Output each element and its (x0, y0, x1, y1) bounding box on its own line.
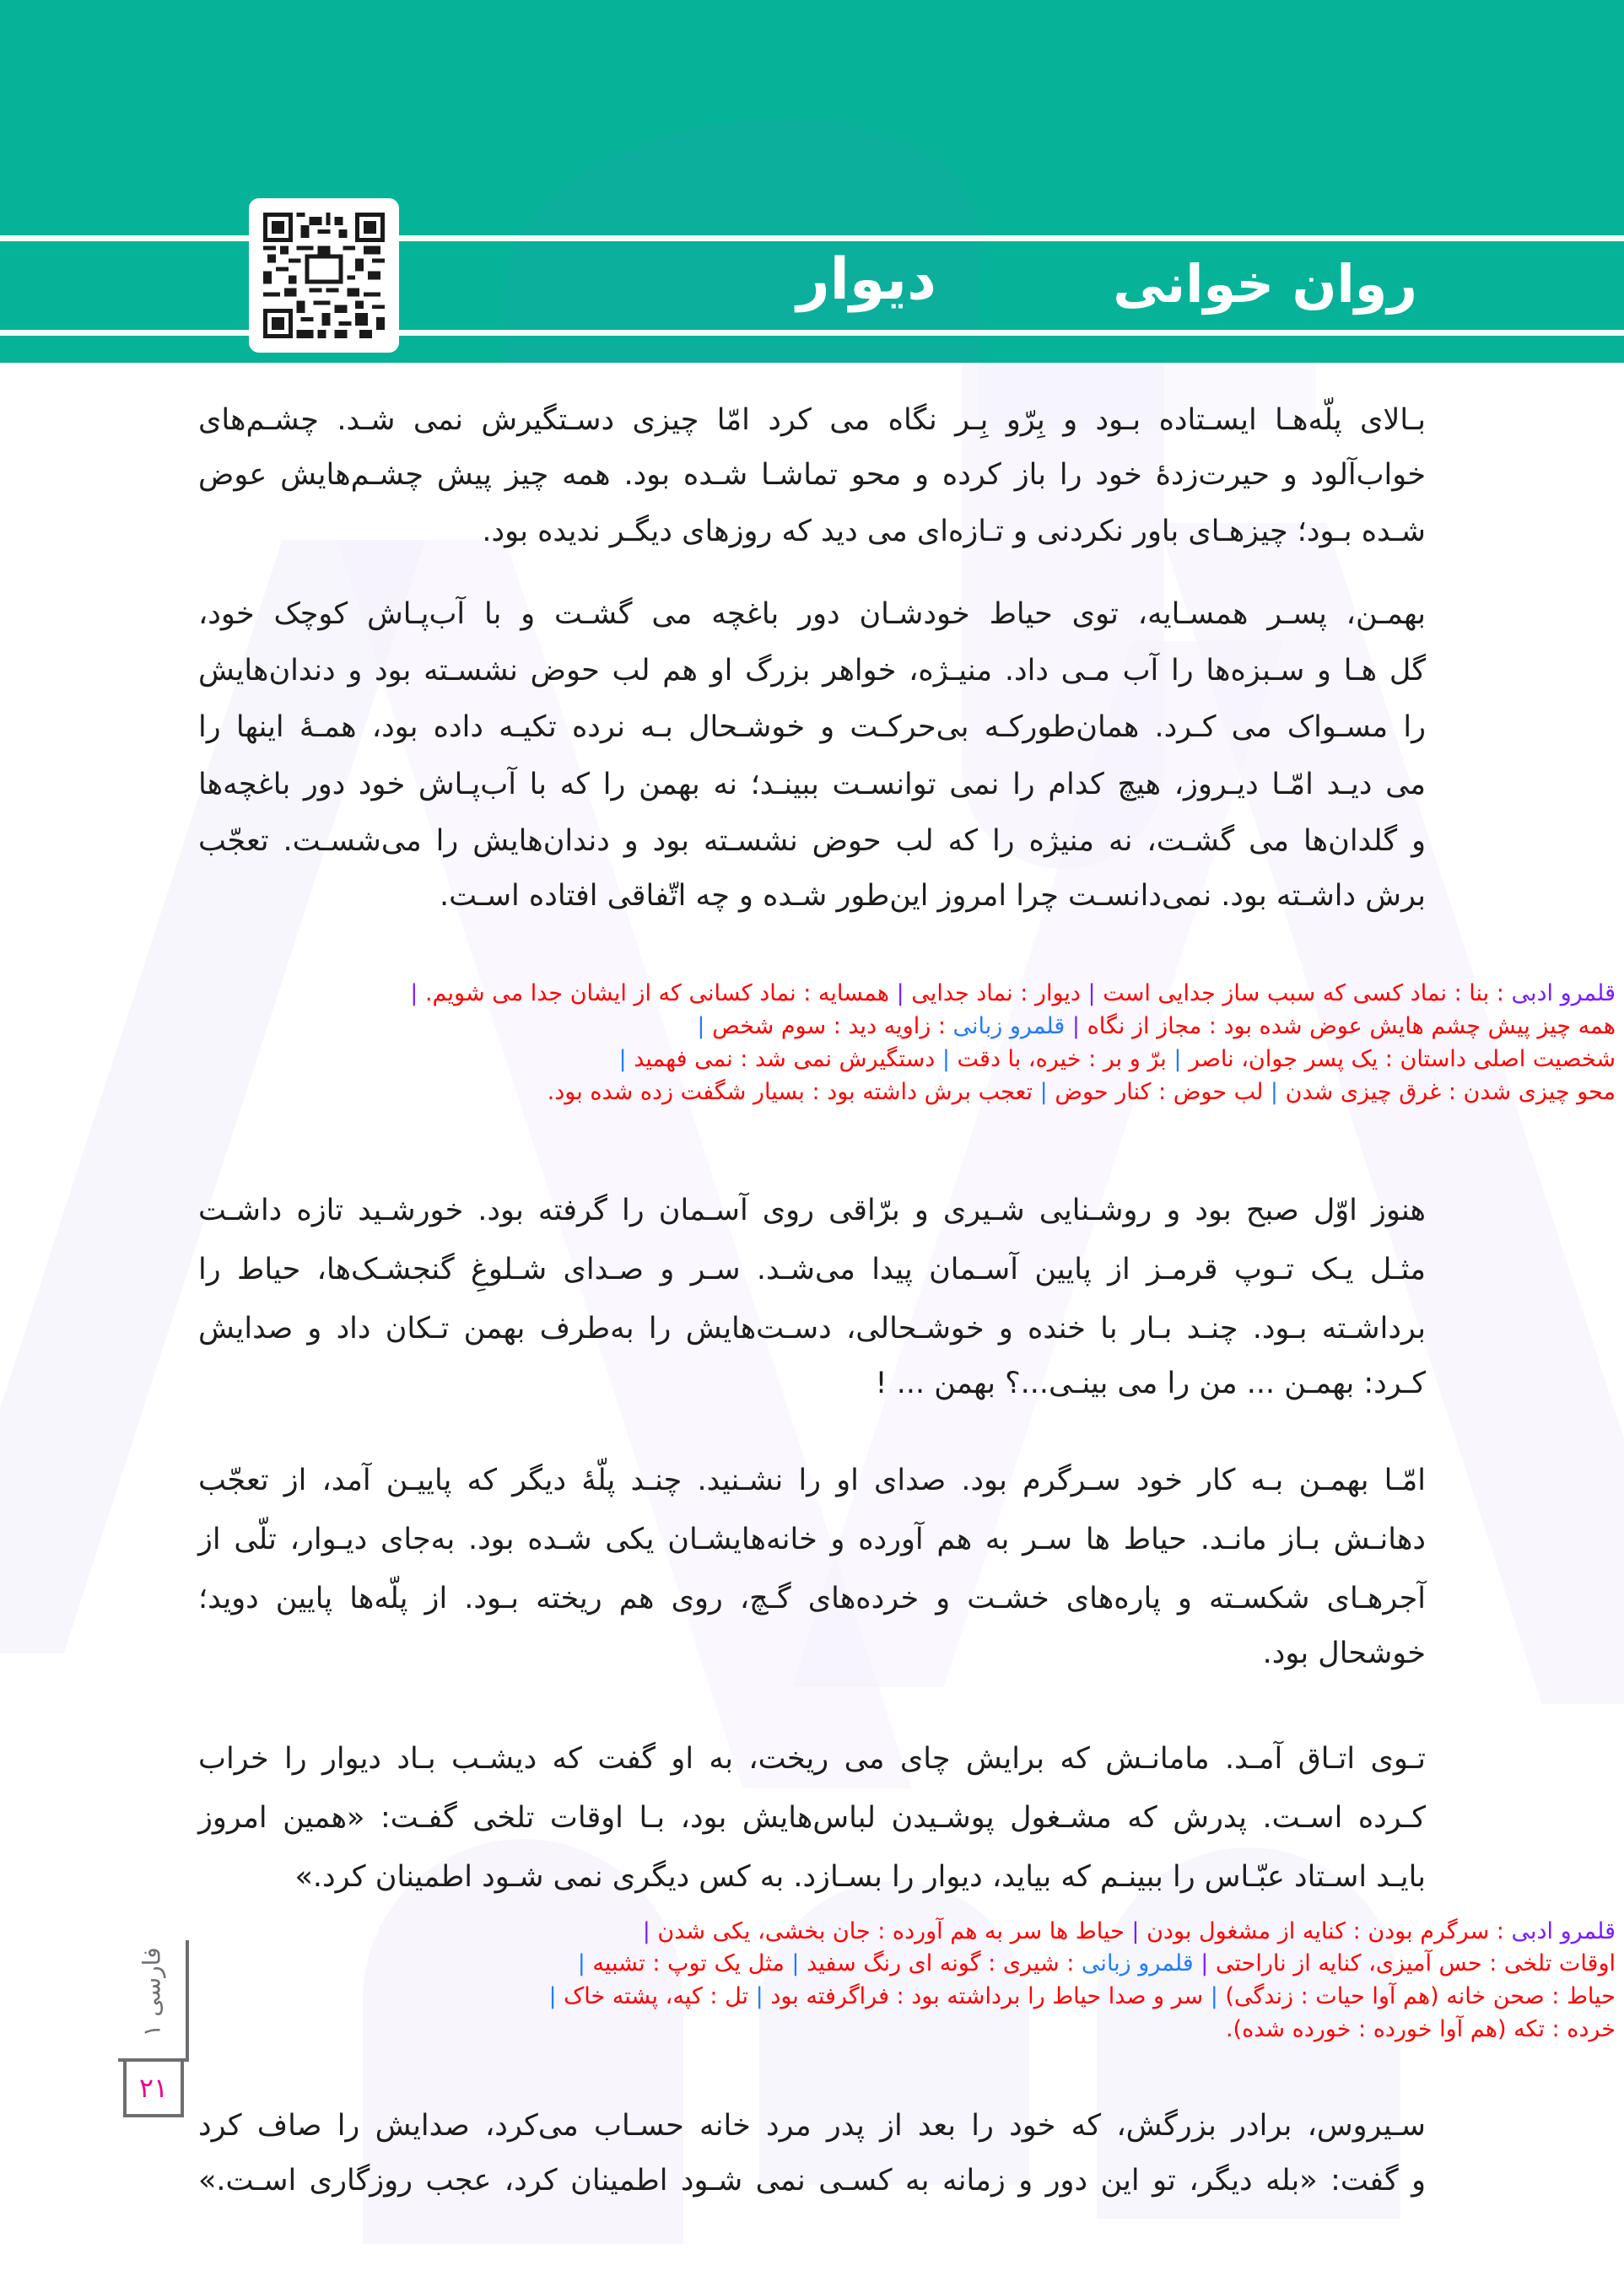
annotation-line (548, 1077, 1616, 1108)
body-text-line: می دیـد امّـا دیـروز، هیچ کدام را نمی توانسـت ببینـد؛ نه بهمن را که با آب‌پـاش خود دور باغچه‌ها (198, 768, 1426, 801)
annotation-separator: | (642, 1918, 650, 1944)
body-text-line: و گفت: «بله دیگر، تو این دور و زمانه به کسـی نمی شـود اطمینان کرد، عجب روزگاری اسـت.» (198, 2164, 1426, 2198)
annotation-text: همه چیز پیش چشم هایش عوض شده بود : مجاز از نگاه (1079, 1013, 1616, 1039)
body-text-line: دهانـش بـاز مانـد. حیاط ها سـر به هم آورده و خانه‌هایشـان یکی شـده بود. به‌جای دیـوار، تلّی از (198, 1523, 1426, 1556)
annotation-text: همسایه : نماد کسانی که از ایشان جدا می شویم. (418, 980, 897, 1006)
annotation-separator: | (791, 1950, 800, 1977)
book-label: فارسی ۱ (138, 1947, 166, 2037)
annotation-separator: | (577, 1950, 585, 1977)
annotation-line (697, 1011, 1616, 1042)
body-text-line: کـرده اسـت. پدرش که مشـغول پوشـیدن لباس‌هایش بود، بـا اوقات تلخی گفـت: «همین امروز (198, 1801, 1426, 1835)
header-divider (0, 330, 1624, 336)
annotation-line (643, 1917, 1616, 1947)
annotation-text: اوقات تلخی : حس آمیزی، کنایه از ناراحتی (1208, 1950, 1616, 1977)
body-text-line: برداشـته بـود. چنـد بـار با خنده و خوشـحالی، دسـت‌هایش را به‌طرف بهمن تـکان داد و صدایش (198, 1312, 1426, 1346)
body-text-line: مثـل یـک تـوپ قرمـز از پایین آسـمان پیدا می‌شـد. سـر و صـدای شـلوغِ گنجشـک‌ها، حیاط را (198, 1253, 1426, 1286)
annotation-line (578, 1949, 1616, 1979)
annotation-text: برّ و بر : خیره، با دقت (949, 1046, 1174, 1072)
annotation-line (548, 1982, 1616, 2012)
annotation-separator: | (1071, 1013, 1080, 1039)
section-title: روان خوانی (1113, 253, 1417, 315)
body-text-line: تـوی اتـاق آمـد. مامانـش که برایش چای می ریخت، به او گفت که دیشـب بـاد دیوار را خراب (198, 1742, 1426, 1776)
body-text-line: خواب‌آلود و حیرت‌زدهٔ خود را باز کرده و محو تماشـا شـده بود. همه چیز پیش چشـم‌هایش عوض (198, 458, 1426, 492)
annotation-text: : سرگرم بودن : کنایه از مشغول بودن (1139, 1918, 1512, 1944)
page-number: ۲۱ (123, 2058, 184, 2117)
annotation-separator: | (1270, 1079, 1279, 1105)
body-text-line: و گلدان‌ها می گشـت، نه منیژه را که لب حوض نشسـته بود و دندان‌هایش را می‌شسـت. تعجّب (198, 824, 1426, 858)
body-text-line: امّـا بهمـن بـه کار خود سـرگرم بود. صدای او را نشـنید. چنـد پلّهٔ دیگر که پاییـن آمد، از تعجّب (198, 1464, 1426, 1497)
body-text-line: سـیروس، برادر بزرگش، که خود را بعد از پدر مرد خانه حسـاب می‌کرد، صدایش را صاف کرد (198, 2109, 1426, 2143)
annotation-text: حیاط : صحن خانه (هم آوا حیات : زندگی) (1217, 1983, 1616, 2009)
annotation-text: شخصیت اصلی داستان : یک پسر جوان، ناصر (1181, 1046, 1616, 1072)
header-divider (0, 235, 1624, 241)
body-text-line: بـالای پلّه‌هـا ایسـتاده بـود و بِرّو بِـر نگاه می کرد امّا چیزی دسـتگیرش نمی شـد. چشـم‌های (198, 403, 1426, 437)
linguistic-domain-key: قلمرو زبانی (1081, 1950, 1194, 1977)
annotation-text: دیوار : نماد جدایی (904, 980, 1088, 1006)
linguistic-domain-key: قلمرو زبانی (952, 1013, 1066, 1039)
annotation-separator: | (1173, 1046, 1182, 1072)
annotation-line (619, 1044, 1616, 1075)
annotation-text: محو چیزی شدن : غرق چیزی شدن (1278, 1079, 1616, 1105)
annotation-text: حیاط ها سر به هم آورده : جان بخشی، یکی شدن (650, 1918, 1132, 1944)
annotation-separator: | (1131, 1918, 1140, 1944)
annotation-text: سر و صدا حیاط را برداشته بود : فراگرفته بود (763, 1983, 1211, 2009)
body-text-line: برش داشـته بود. نمی‌دانسـت چرا امروز این‌طور شـده و چه اتّفاقی افتاده اسـت. (439, 879, 1426, 913)
body-text-line: بهمـن، پسـر همسـایه، توی حیاط خودشـان دور باغچه می گشـت و با آب‌پـاش کوچک خود، (198, 597, 1426, 631)
annotation-text: خرده : تکه (هم آوا خورده : خورده شده). (1225, 2016, 1616, 2042)
annotation-separator: | (618, 1046, 627, 1072)
body-text-line: گل هـا و سـبزه‌ها را آب مـی داد. منیـژه، خواهر بزرگ او هم لب حوض نشسـته بود و دندان‌هایش (198, 654, 1426, 688)
annotation-text: تل : کپه، پشته خاک (556, 1983, 756, 2009)
annotation-separator: | (1087, 980, 1096, 1006)
annotation-separator: | (755, 1983, 763, 2009)
annotation-text: : شیری : گونه ای رنگ سفید (799, 1950, 1082, 1977)
annotation-text: تعجب برش داشته بود : بسیار شگفت زده شده بود. (547, 1079, 1040, 1105)
book-label-frame (118, 1940, 189, 2062)
qr-code-card[interactable] (249, 198, 399, 353)
annotation-separator: | (548, 1983, 557, 2009)
header-banner (0, 0, 1624, 363)
annotation-text: دستگیرش نمی شد : نمی فهمید (626, 1046, 942, 1072)
body-text-line: بایـد اسـتاد عبّـاس را ببینـم که بیاید، دیوار را بسـازد. به کس دیگری نمی شـود اطمینان کرد.» (294, 1860, 1426, 1894)
body-text-line: را مسـواک می کـرد. همان‌طورکـه بی‌حرکـت و خوشـحال بـه نرده تکیـه داده بود، همـهٔ اینها را (198, 710, 1426, 744)
annotation-separator: | (1039, 1079, 1048, 1105)
annotation-text: : زاویه دید : سوم شخص (704, 1013, 953, 1039)
body-text-line: هنوز اوّل صبح بود و روشـنایی شـیری و برّاقی روی آسـمان را گرفته بود. خورشـید تازه داشـت (198, 1194, 1426, 1227)
literary-domain-key: قلمرو ادبی (1511, 980, 1616, 1006)
annotation-separator: | (941, 1046, 950, 1072)
body-text-line: شـده بـود؛ چیزهـای باور نکردنی و تـازه‌ای می دید که روزهای دیگـر ندیده بود. (482, 515, 1426, 548)
annotation-separator: | (1210, 1983, 1218, 2009)
annotation-text: : بنا : نماد کسی که سبب ساز جدایی است (1095, 980, 1512, 1006)
annotation-separator: | (697, 1013, 705, 1039)
annotation-separator: | (896, 980, 904, 1006)
annotation-separator: | (1200, 1950, 1209, 1977)
annotation-text: لب حوض : کنار حوض (1047, 1079, 1271, 1105)
annotation-line (410, 979, 1616, 1009)
annotation-separator: | (410, 980, 418, 1006)
body-text-line: کـرد: بهمـن ... من را می بینـی...؟ بهمن ... ! (875, 1367, 1426, 1400)
literary-domain-key: قلمرو ادبی (1511, 1918, 1616, 1944)
lesson-title: دیوار (796, 246, 936, 313)
body-text-line: آجرهـای شکسـته و پاره‌های خشـت و خرده‌های گـچ، روی هم ریخته بـود. از پلّه‌ها پایین دوید؛ (198, 1582, 1426, 1615)
annotation-line (1226, 2014, 1616, 2045)
qr-code-icon (263, 213, 385, 338)
annotation-text: مثل یک توپ : تشبیه (585, 1950, 792, 1977)
body-text-line: خوشحال بود. (1262, 1637, 1426, 1670)
